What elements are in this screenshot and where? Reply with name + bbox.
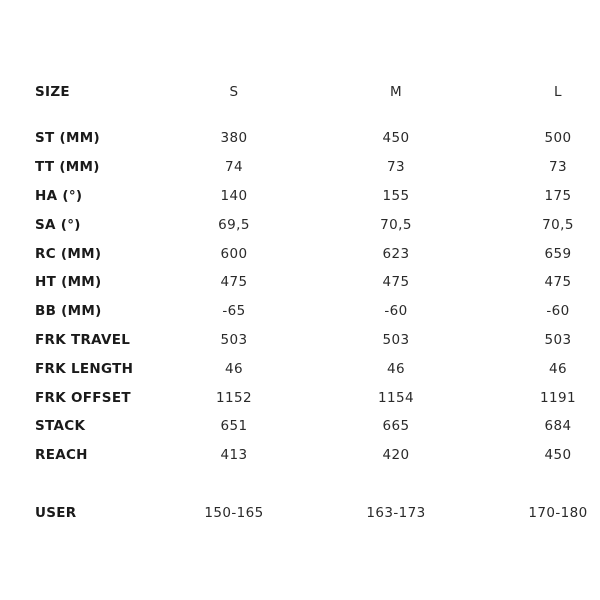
cell-l: 684 [544,418,572,434]
cell-l: 170-180 [528,505,588,521]
table-row [0,359,600,379]
table-row [0,416,600,436]
table-row [0,330,600,350]
row-label: FRK TRAVEL [35,332,131,348]
cell-s: 651 [220,418,248,434]
cell-l: 73 [549,159,567,175]
cell-m: 155 [382,188,410,204]
cell-l: 70,5 [542,217,574,233]
cell-m: 450 [382,130,410,146]
cell-l: 475 [544,274,572,290]
cell-s: 413 [220,447,248,463]
cell-m: 73 [387,159,405,175]
cell-s: 600 [220,246,248,262]
cell-s: 74 [225,159,243,175]
cell-s: 150-165 [204,505,264,521]
table-row [0,388,600,408]
cell-m: 70,5 [380,217,412,233]
row-label: HT (MM) [35,274,102,290]
cell-s: 503 [220,332,248,348]
table-row [0,445,600,465]
cell-l: 450 [544,447,572,463]
row-label: REACH [35,447,88,463]
header-size-m: M [389,84,403,100]
cell-m: 623 [382,246,410,262]
cell-m: 46 [387,361,405,377]
cell-l: -60 [546,303,570,319]
cell-m: 163-173 [366,505,426,521]
cell-m: 420 [382,447,410,463]
table-row [0,186,600,206]
row-label: BB (MM) [35,303,102,319]
cell-m: 475 [382,274,410,290]
table-row [0,272,600,292]
row-label: RC (MM) [35,246,102,262]
footer-label: USER [35,505,77,521]
header-label: SIZE [35,84,70,100]
cell-l: 175 [544,188,572,204]
cell-s: 46 [225,361,243,377]
cell-l: 503 [544,332,572,348]
cell-s: 69,5 [218,217,250,233]
cell-l: 659 [544,246,572,262]
header-size-s: S [229,84,239,100]
row-label: FRK OFFSET [35,390,131,406]
table-row [0,244,600,264]
row-label: SA (°) [35,217,81,233]
table-row [0,157,600,177]
cell-l: 500 [544,130,572,146]
cell-m: 503 [382,332,410,348]
table-row [0,215,600,235]
cell-l: 46 [549,361,567,377]
cell-l: 1191 [540,390,576,406]
table-footer-row [0,503,600,523]
row-label: ST (MM) [35,130,100,146]
row-label: FRK LENGTH [35,361,134,377]
cell-s: -65 [222,303,246,319]
cell-m: -60 [384,303,408,319]
row-label: TT (MM) [35,159,100,175]
cell-s: 475 [220,274,248,290]
cell-s: 140 [220,188,248,204]
table-row [0,301,600,321]
row-label: HA (°) [35,188,83,204]
table-header-row [0,82,600,102]
row-label: STACK [35,418,86,434]
cell-s: 380 [220,130,248,146]
cell-s: 1152 [216,390,252,406]
cell-m: 1154 [378,390,414,406]
table-row [0,128,600,148]
cell-m: 665 [382,418,410,434]
header-size-l: L [554,84,562,100]
